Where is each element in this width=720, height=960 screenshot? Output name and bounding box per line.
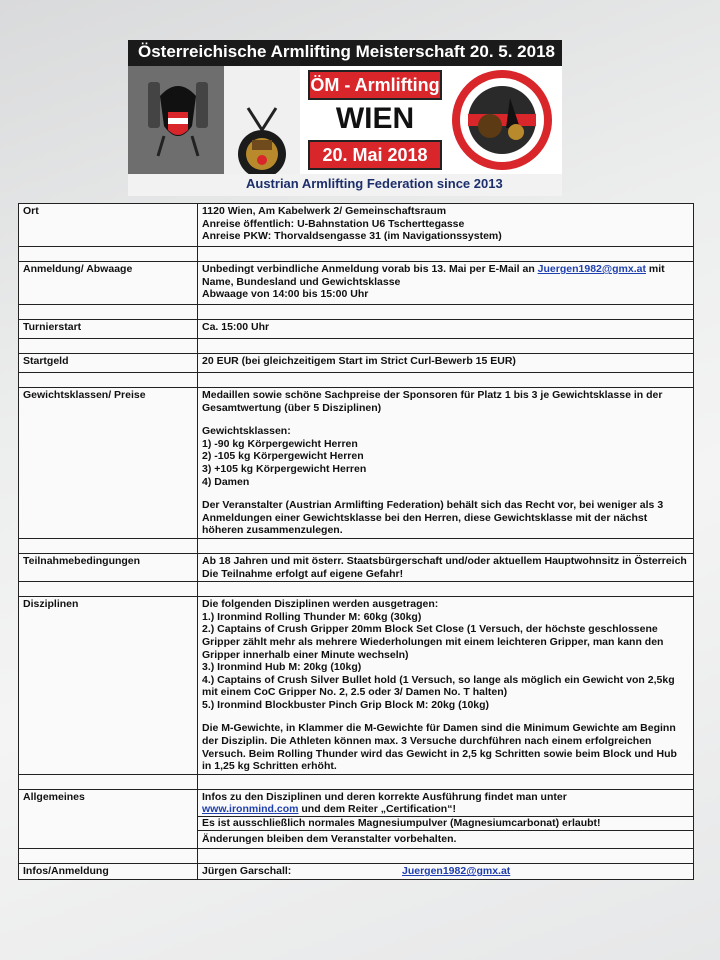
- contact-name: Jürgen Garschall:: [202, 865, 292, 878]
- banner-title: Österreichische Armlifting Meisterschaft 20. 5. 2018: [138, 42, 555, 61]
- row-teilnahme: [19, 553, 694, 581]
- value-disziplinen: [198, 597, 694, 775]
- gap: [202, 414, 689, 425]
- label-anmeldung: Anmeldung/ Abwaage: [19, 262, 198, 305]
- label-ort: Ort: [19, 204, 198, 247]
- spacer-cell: [19, 373, 198, 388]
- disziplinen-note: Die M-Gewichte, in Klammer die M-Gewichte für Damen sind die Minimum Gewichte am Beginn der Disziplin. Die Athleten können max. 3 Versuche durchführen nach einem erfolgreichen Versuch. Beim Rolling Thunder wird das Gewicht in 2,5 kg Schritten sowie beim Block und Hub in 1,25 kg Schritten erhöht.: [202, 722, 677, 773]
- banner-title-bar: [128, 40, 562, 66]
- city-label: WIEN: [335, 102, 415, 135]
- spacer-cell: [19, 247, 198, 262]
- spacer-row: [19, 582, 694, 597]
- gewichtsklassen-heading: Gewichtsklassen:: [202, 425, 291, 438]
- ort-line: 1120 Wien, Am Kabelwerk 2/ Gemeinschaftsraum: [202, 205, 447, 217]
- spacer-cell: [198, 849, 694, 864]
- row-gewichtsklassen: [19, 388, 694, 539]
- ort-line: Anreise PKW: Thorvaldsengasse 31 (im Navigationssystem): [202, 230, 502, 243]
- spacer-cell: [198, 538, 694, 553]
- spacer-cell: [198, 247, 694, 262]
- date-label: 20. Mai 2018: [308, 140, 442, 170]
- event-banner: [128, 40, 562, 196]
- spacer-row: [19, 339, 694, 354]
- value-turnierstart: Ca. 15:00 Uhr: [198, 320, 694, 339]
- gewichtsklasse-item: 4) Damen: [202, 475, 250, 488]
- federation-tagline: Austrian Armlifting Federation since 2013: [246, 176, 503, 191]
- abwaage-text: Abwaage von 14:00 bis 15:00 Uhr: [202, 288, 369, 301]
- teilnahme-line: Ab 18 Jahren und mit österr. Staatsbürgerschaft und/oder aktuellem Hauptwohnsitz in Österreich: [202, 554, 687, 567]
- spacer-row: [19, 774, 694, 789]
- gewichtsklassen-note: Der Veranstalter (Austrian Armlifting Federation) behält sich das Recht vor, bei weniger als 3 Anmeldungen einer Gewichtsklasse bei den Herren, diese Gewichtsklasse mit der nächst höheren zusammenzulegen.: [202, 499, 664, 537]
- oem-label: ÖM - Armlifting: [308, 70, 442, 100]
- spacer-cell: [19, 582, 198, 597]
- anmeldung-text: [202, 263, 689, 288]
- spacer-row: [19, 247, 694, 262]
- disziplin-item: 2.) Captains of Crush Gripper 20mm Block Set Close (1 Versuch, der höchste geschlossene Gripper zählt mehr als mehrere Wiederholungen mit einem leichteren Gripper, man kann den Gripper innerhalb einer Minute wechseln): [202, 623, 664, 661]
- allgemeines-line: Änderungen bleiben dem Veranstalter vorbehalten.: [198, 830, 693, 848]
- spacer-cell: [19, 339, 198, 354]
- allgemeines-line: Infos zu den Disziplinen und deren korrekte Ausführung findet man unter: [202, 790, 567, 803]
- spacer-row: [19, 538, 694, 553]
- spacer-cell: [198, 305, 694, 320]
- spacer-row: [19, 305, 694, 320]
- value-gewichtsklassen: [198, 388, 694, 539]
- allgemeines-line: Es ist ausschließlich normales Magnesiumpulver (Magnesiumcarbonat) erlaubt!: [198, 816, 693, 830]
- disziplin-item: 4.) Captains of Crush Silver Bullet hold (1 Versuch, so lange als möglich ein Gewicht von 2,5kg mit einem CoC Gripper No. 2, 2.5 oder 3/ Damen No. T halten): [202, 673, 675, 699]
- ironmind-link[interactable]: www.ironmind.com: [202, 803, 299, 816]
- allgemeines-link-suffix: und dem Reiter „Certification“!: [298, 803, 456, 816]
- row-infos: [19, 864, 694, 880]
- row-disziplinen: [19, 597, 694, 775]
- spacer-cell: [198, 582, 694, 597]
- spacer-cell: [19, 305, 198, 320]
- austrian-eagle-icon: [146, 76, 210, 172]
- anmeldung-text-1: Unbedingt verbindliche Anmeldung vorab bis 13. Mai per E-Mail an: [202, 263, 538, 275]
- anmeldung-email-link[interactable]: Juergen1982@gmx.at: [537, 263, 646, 275]
- row-allgemeines: [19, 789, 694, 848]
- row-startgeld: [19, 354, 694, 373]
- gewichtsklasse-item: 3) +105 kg Körpergewicht Herren: [202, 462, 367, 475]
- contact-email-link[interactable]: Juergen1982@gmx.at: [402, 865, 511, 878]
- gap: [202, 711, 689, 722]
- gewichtsklasse-item: 2) -105 kg Körpergewicht Herren: [202, 450, 364, 463]
- teilnahme-line: Die Teilnahme erfolgt auf eigene Gefahr!: [202, 567, 404, 580]
- banner-footer: [128, 174, 562, 196]
- disziplinen-intro: Die folgenden Disziplinen werden ausgetragen:: [202, 598, 439, 611]
- label-infos: Infos/Anmeldung: [19, 864, 198, 880]
- disziplin-item: 5.) Ironmind Blockbuster Pinch Grip Block M: 20kg (10kg): [202, 698, 490, 711]
- gewichtsklasse-item: 1) -90 kg Körpergewicht Herren: [202, 437, 358, 450]
- gap: [202, 488, 689, 499]
- value-infos: [198, 864, 694, 880]
- label-disziplinen: Disziplinen: [19, 597, 198, 775]
- value-ort: [198, 204, 694, 247]
- event-info-table: [18, 203, 694, 880]
- disziplin-item: 1.) Ironmind Rolling Thunder M: 60kg (30kg): [202, 610, 422, 623]
- value-startgeld: 20 EUR (bei gleichzeitigem Start im Strict Curl-Bewerb 15 EUR): [198, 354, 694, 373]
- spacer-cell: [198, 373, 694, 388]
- spacer-cell: [198, 774, 694, 789]
- anmeldung-text-2: mit Name, Bundesland und Gewichtsklasse: [202, 263, 665, 288]
- value-allgemeines: [198, 789, 694, 848]
- allgemeines-link-line: [202, 803, 689, 816]
- spacer-cell: [19, 538, 198, 553]
- row-anmeldung: [19, 262, 694, 305]
- label-turnierstart: Turnierstart: [19, 320, 198, 339]
- preise-intro: Medaillen sowie schöne Sachpreise der Sponsoren für Platz 1 bis 3 je Gewichtsklasse in der Gesamtwertung (über 5 Disziplinen): [202, 389, 663, 414]
- ort-line: Anreise öffentlich: U-Bahnstation U6 Tscherttegasse: [202, 217, 465, 230]
- label-teilnahme: Teilnahmebedingungen: [19, 553, 198, 581]
- spacer-row: [19, 849, 694, 864]
- spacer-cell: [19, 774, 198, 789]
- value-teilnahme: [198, 553, 694, 581]
- label-allgemeines: Allgemeines: [19, 789, 198, 848]
- spacer-row: [19, 373, 694, 388]
- row-turnierstart: [19, 320, 694, 339]
- federation-seal-icon: [450, 68, 554, 172]
- label-startgeld: Startgeld: [19, 354, 198, 373]
- disziplin-item: 3.) Ironmind Hub M: 20kg (10kg): [202, 661, 362, 674]
- value-anmeldung: [198, 262, 694, 305]
- label-gewichtsklassen: Gewichtsklassen/ Preise: [19, 388, 198, 539]
- row-ort: [19, 204, 694, 247]
- spacer-cell: [19, 849, 198, 864]
- spacer-cell: [198, 339, 694, 354]
- gripper-emblem-icon: [228, 104, 296, 180]
